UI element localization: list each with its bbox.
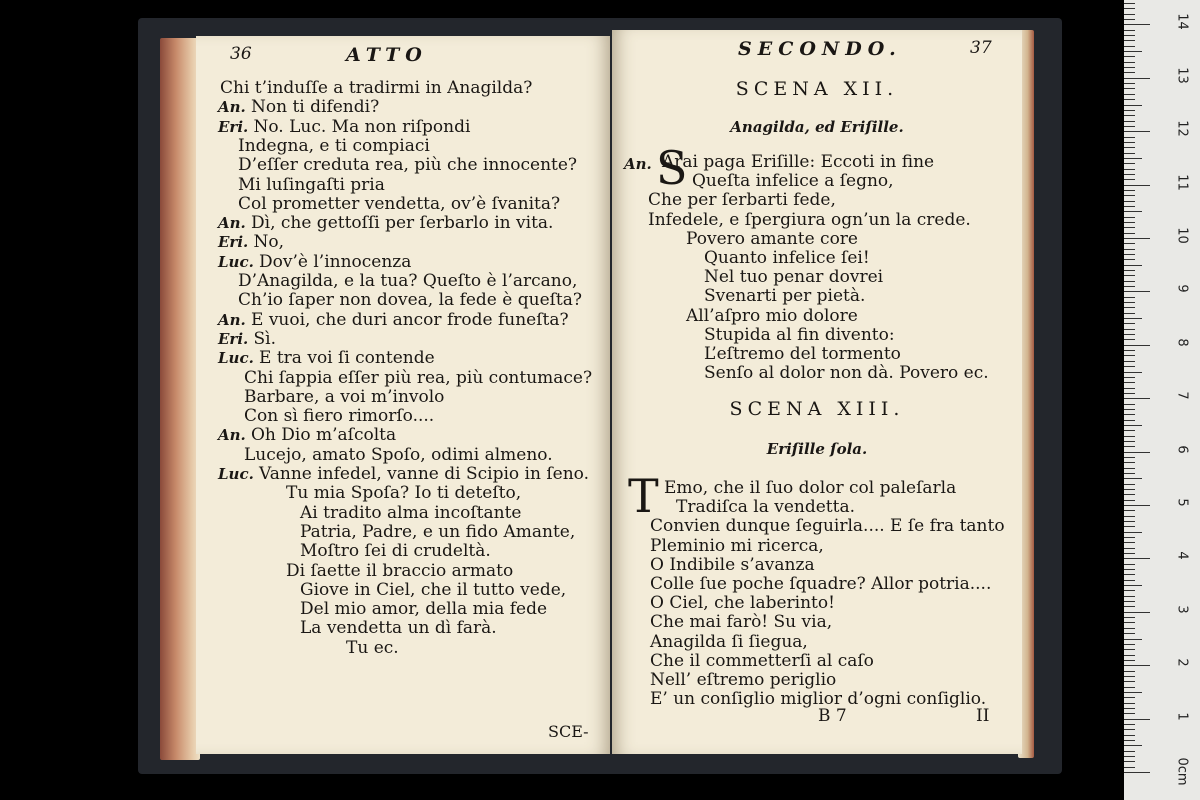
verse-text: Dov’è l’innocenza (259, 251, 412, 272)
ruler-tick (1124, 606, 1135, 607)
verse-text: No. Luc. Ma non riſpondi (253, 116, 471, 137)
text-line (346, 638, 399, 658)
verse-text: Giove in Ciel, che il tutto vede, (300, 579, 567, 600)
scene-12-title: SCENA XII. (735, 78, 899, 100)
text-line: L’eſtremo del tormento (704, 344, 901, 364)
text-line: Emo, che il ſuo dolor col paleſarla (664, 478, 957, 498)
ruler-tick (1124, 393, 1135, 394)
ruler-tick (1124, 382, 1135, 383)
text-line (218, 329, 276, 349)
ruler-tick (1124, 35, 1135, 36)
text-line: Nel tuo penar dovrei (704, 267, 884, 288)
ruler-tick (1124, 56, 1135, 57)
ruler-tick (1124, 703, 1135, 704)
drop-cap-s: S (656, 141, 688, 195)
ruler-tick (1124, 286, 1135, 287)
ruler-tick (1124, 612, 1150, 613)
ruler-tick (1124, 3, 1135, 4)
ruler-tick (1124, 665, 1150, 666)
ruler-tick (1124, 633, 1135, 634)
ruler-tick (1124, 751, 1135, 752)
text-line (300, 541, 491, 561)
ruler-tick (1124, 660, 1135, 661)
text-line: Tradiſca la vendetta. (676, 497, 856, 518)
text-line: Pleminio mi ricerca, (650, 535, 824, 556)
ruler-tick (1124, 681, 1135, 682)
ruler-tick (1124, 137, 1135, 138)
text-line (300, 580, 566, 600)
ruler-tick (1124, 558, 1150, 559)
ruler-tick (1124, 46, 1135, 47)
left-page (196, 36, 610, 754)
ruler-tick (1124, 478, 1142, 479)
text-line (244, 368, 592, 388)
text-line: Quanto infelice ſei! (704, 248, 870, 268)
verse-text: Con sì fiero rimorſo.... (244, 406, 435, 427)
ruler-tick (1124, 388, 1135, 389)
text-line: Nell’ eſtremo periglio (650, 670, 837, 690)
verse-text: Patria, Padre, e un fido Amante, (300, 521, 576, 542)
speaker-label: Eri. (218, 117, 254, 136)
ruler-tick (1124, 163, 1135, 164)
ruler-tick (1124, 676, 1135, 677)
ruler-label: 6 (1174, 444, 1190, 454)
ruler-tick (1124, 745, 1142, 746)
text-line: Svenarti per pietà. (704, 286, 866, 307)
ruler-tick (1124, 729, 1135, 730)
ruler-tick (1124, 366, 1135, 367)
ruler-label: 14 (1174, 13, 1190, 31)
text-line (286, 561, 513, 581)
page-number-right: 37 (970, 38, 992, 58)
text-line: Senſo al dolor non dà. Povero ec. (704, 363, 989, 384)
text-line (238, 175, 385, 195)
ruler-tick (1124, 318, 1142, 319)
ruler-tick (1124, 323, 1135, 324)
page-edges-left (160, 38, 200, 760)
text-line: E’ un conſiglio miglior d’ogni conſiglio. (650, 689, 987, 710)
verse-text: Indegna, e ti compiaci (238, 135, 430, 156)
ruler-label: 11 (1174, 173, 1190, 191)
text-line (244, 387, 444, 407)
ruler-tick (1124, 580, 1135, 581)
ruler-tick (1124, 211, 1142, 212)
text-line (218, 348, 435, 368)
ruler-tick (1124, 355, 1135, 356)
ruler-tick (1124, 174, 1135, 175)
ruler-tick (1124, 83, 1135, 84)
verse-text: Tu ec. (346, 637, 399, 658)
ruler-tick (1124, 30, 1135, 31)
speaker-label: An. (218, 426, 251, 445)
ruler-tick (1124, 441, 1135, 442)
verse-text: Barbare, a voi m’involo (244, 386, 445, 407)
ruler-tick (1124, 564, 1135, 565)
verse-text: Del mio amor, della mia fede (300, 599, 548, 620)
ruler-tick (1124, 398, 1150, 399)
ruler-tick (1124, 105, 1142, 106)
scene-13-characters: Eriſille ſola. (766, 440, 868, 458)
running-header-left: ATTO (346, 44, 428, 66)
speaker-label: Eri. (218, 329, 254, 348)
signature-mark: B 7 (818, 706, 847, 726)
ruler-tick (1124, 51, 1142, 52)
verse-text: Lucejo, amato Spoſo, odimi almeno. (244, 444, 553, 465)
verse-text: Dì, che gettoſſi per ſerbarlo in vita. (251, 213, 554, 234)
ruler-label: 10 (1174, 227, 1190, 244)
ruler-tick (1124, 687, 1135, 688)
ruler-tick (1124, 238, 1150, 239)
ruler-tick (1124, 233, 1135, 234)
text-line (218, 117, 470, 137)
ruler-tick (1124, 468, 1135, 469)
ruler-tick (1124, 446, 1135, 447)
verse-text: La vendetta un dì farà. (300, 618, 497, 639)
ruler-tick (1124, 404, 1135, 405)
verse-text: Chi ſappia eſſer più rea, più contumace? (244, 367, 593, 388)
ruler-tick (1124, 345, 1150, 346)
ruler-tick (1124, 217, 1135, 218)
ruler-tick (1124, 377, 1135, 378)
ruler-tick (1124, 222, 1135, 223)
ruler-tick (1124, 596, 1135, 597)
ruler-tick (1124, 649, 1135, 650)
ruler-tick (1124, 452, 1150, 453)
verse-text: D’Anagilda, e la tua? Queſto è l’arcano, (238, 271, 578, 291)
ruler-label: 9 (1174, 284, 1190, 294)
text-line (218, 97, 379, 117)
ruler-tick (1124, 142, 1135, 143)
text-line: Che il commetterſi al caſo (650, 650, 874, 671)
ruler-tick (1124, 339, 1135, 340)
verse-text: E vuoi, che duri ancor frode funeſta? (251, 309, 569, 330)
ruler-tick (1124, 569, 1135, 570)
ruler-tick (1124, 767, 1135, 768)
ruler-tick (1124, 153, 1135, 154)
ruler-tick (1124, 270, 1135, 271)
ruler-tick (1124, 291, 1150, 292)
ruler-label: 2 (1174, 658, 1190, 667)
ruler-tick (1124, 425, 1142, 426)
ruler-tick (1124, 281, 1135, 282)
ruler-tick (1124, 622, 1135, 623)
ruler-tick (1124, 265, 1142, 266)
text-line (218, 252, 411, 272)
text-line (244, 406, 434, 426)
text-line (238, 194, 560, 214)
verse-text: Col prometter vendetta, ov’è ſvanita? (238, 193, 561, 214)
text-line (244, 445, 553, 465)
ruler-tick (1124, 302, 1135, 303)
ruler-label: 1 (1174, 711, 1190, 721)
ruler-tick (1124, 313, 1135, 314)
ruler-tick (1124, 430, 1135, 431)
text-line: Convien dunque ſeguirla.... E ſe fra tanto (650, 516, 1005, 537)
ruler-tick (1124, 553, 1135, 554)
ruler-tick (1124, 40, 1135, 41)
scene-13-title: SCENA XIII. (729, 398, 905, 420)
ruler-tick (1124, 671, 1135, 672)
verse-text: E tra voi ſi contende (259, 348, 435, 369)
ruler-tick (1124, 505, 1150, 506)
ruler-tick (1124, 249, 1135, 250)
ruler-tick (1124, 88, 1135, 89)
text-line (218, 464, 589, 484)
text-line (238, 271, 577, 291)
ruler-tick (1124, 542, 1135, 543)
speaker-label: An. (218, 98, 251, 117)
ruler-tick (1124, 334, 1135, 335)
ruler-tick (1124, 692, 1142, 693)
page-number-left: 36 (230, 44, 252, 64)
ruler-tick (1124, 639, 1142, 640)
verse-text: Ch’io ſaper non dovea, la fede è queſta? (238, 290, 583, 311)
verse-text: Tu mia Spoſa? Io ti deteſto, (286, 483, 522, 504)
text-line (218, 310, 569, 330)
text-line (300, 503, 521, 523)
verse-text: Oh Dio m’aſcolta (251, 425, 397, 446)
ruler-tick (1124, 361, 1135, 362)
ruler-tick (1124, 409, 1135, 410)
ruler-tick (1124, 516, 1135, 517)
ruler-tick (1124, 457, 1135, 458)
ruler-tick (1124, 195, 1135, 196)
verse-text: Chi t’induſſe a tradirmi in Anagilda? (220, 78, 533, 98)
ruler-tick (1124, 590, 1135, 591)
ruler-label: 4 (1174, 551, 1190, 561)
ruler-tick (1124, 206, 1135, 207)
ruler-tick (1124, 548, 1135, 549)
ruler-tick (1124, 644, 1135, 645)
ruler-tick (1124, 601, 1135, 602)
ruler-tick (1124, 617, 1135, 618)
text-line: Infedele, e ſpergiura ogn’un la crede. (648, 209, 971, 230)
text-line: Queſta infelice a ſegno, (692, 171, 894, 192)
text-line: Arai paga Eriſille: Eccoti in fine (662, 152, 935, 172)
verse-text: Di ſaette il braccio armato (286, 560, 514, 581)
ruler-tick (1124, 254, 1135, 255)
ruler-tick (1124, 585, 1142, 586)
speaker-label: An. (218, 214, 251, 233)
ruler-tick (1124, 350, 1135, 351)
speaker-label: Luc. (218, 252, 260, 271)
ruler-tick (1124, 19, 1135, 20)
ruler-label: 13 (1174, 67, 1190, 84)
ruler-tick (1124, 462, 1135, 463)
speaker-label: Eri. (218, 233, 254, 252)
ruler-tick (1124, 697, 1135, 698)
ruler-tick (1124, 201, 1135, 202)
text-line: O Ciel, che laberinto! (650, 593, 835, 614)
text-line: All’aſpro mio dolore (686, 305, 858, 326)
ruler-tick (1124, 24, 1150, 25)
verse-text: D’eſſer creduta rea, più che innocente? (238, 155, 578, 176)
ruler-tick (1124, 14, 1135, 15)
text-line (220, 78, 532, 98)
running-header-right: SECONDO. (738, 38, 902, 60)
ruler-tick (1124, 494, 1135, 495)
verse-text: No, (253, 232, 284, 253)
ruler-tick (1124, 67, 1135, 68)
ruler-tick (1124, 190, 1135, 191)
verse-text: Non ti difendi? (251, 97, 380, 118)
ruler-tick (1124, 329, 1135, 330)
ruler-tick (1124, 169, 1135, 170)
ruler-tick (1124, 708, 1135, 709)
ruler-tick (1124, 537, 1135, 538)
speaker-label: Luc. (218, 349, 260, 368)
ruler-tick (1124, 521, 1135, 522)
ruler-label: 7 (1174, 391, 1190, 400)
text-line (218, 425, 396, 445)
text-line: Che per ſerbarti fede, (648, 190, 836, 211)
ruler-label: 0cm (1174, 757, 1190, 786)
ruler-tick (1124, 147, 1135, 148)
ruler-tick (1124, 420, 1135, 421)
ruler-tick (1124, 307, 1135, 308)
ruler-label: 5 (1174, 498, 1190, 507)
ruler-tick (1124, 724, 1135, 725)
scene-12-characters: Anagilda, ed Eriſille. (730, 118, 904, 136)
text-line (238, 155, 577, 175)
ruler-tick (1124, 78, 1150, 79)
text-line: Povero amante core (686, 228, 858, 249)
text-line (300, 522, 575, 542)
text-line (286, 483, 521, 503)
ruler-tick (1124, 259, 1135, 260)
ruler-label: 8 (1174, 338, 1190, 347)
ruler-tick (1124, 719, 1150, 720)
ruler-tick (1124, 756, 1135, 757)
text-line (300, 599, 547, 619)
ruler-tick (1124, 8, 1135, 9)
ruler-tick (1124, 110, 1135, 111)
ruler-tick (1124, 436, 1135, 437)
ruler-tick (1124, 628, 1135, 629)
ruler-tick (1124, 740, 1135, 741)
text-line: Che mai farò! Su via, (650, 612, 833, 633)
ruler-tick (1124, 484, 1135, 485)
ruler-tick (1124, 735, 1135, 736)
ruler-tick (1124, 473, 1135, 474)
ruler-label: 12 (1174, 120, 1190, 137)
ruler-tick (1124, 713, 1135, 714)
signature-mark-2: II (976, 706, 990, 726)
text-line (238, 290, 582, 310)
ruler-tick (1124, 761, 1135, 762)
ruler-tick (1124, 772, 1150, 773)
ruler-tick (1124, 94, 1135, 95)
text-line (218, 232, 284, 252)
text-line: Anagilda ſi ſiegua, (650, 631, 808, 652)
text-line: Stupida al fin divento: (704, 324, 895, 345)
verse-text: Ai tradito alma incoſtante (300, 502, 522, 523)
verse-text: Moſtro ſei di crudeltà. (300, 541, 491, 562)
text-line (238, 136, 430, 156)
ruler-tick (1124, 126, 1135, 127)
ruler-tick (1124, 158, 1142, 159)
speaker-label: An. (624, 155, 652, 173)
ruler-tick (1124, 414, 1135, 415)
ruler-tick (1124, 243, 1135, 244)
ruler-tick (1124, 62, 1135, 63)
ruler-tick (1124, 489, 1135, 490)
ruler-tick (1124, 510, 1135, 511)
ruler-tick (1124, 72, 1135, 73)
ruler-tick (1124, 227, 1135, 228)
catchword: SCE- (548, 722, 589, 741)
ruler-tick (1124, 185, 1150, 186)
ruler-tick (1124, 297, 1135, 298)
speaker-label: Luc. (218, 465, 260, 483)
text-line: O Indibile s’avanza (650, 554, 815, 575)
drop-cap-t: T (628, 469, 659, 523)
ruler-tick (1124, 99, 1135, 100)
text-line (218, 213, 553, 233)
speaker-label: An. (218, 310, 251, 329)
ruler-tick (1124, 655, 1135, 656)
measurement-ruler (1124, 0, 1200, 800)
ruler-label: 3 (1174, 605, 1190, 614)
ruler-tick (1124, 275, 1135, 276)
ruler-tick (1124, 179, 1135, 180)
right-page (612, 30, 1022, 754)
ruler-tick (1124, 532, 1142, 533)
ruler-tick (1124, 121, 1135, 122)
ruler-tick (1124, 131, 1150, 132)
ruler-tick (1124, 372, 1142, 373)
text-line (300, 618, 497, 638)
verse-text: Mi luſingaſti pria (238, 174, 385, 195)
text-line: Colle ſue poche ſquadre? Allor potria.... (650, 574, 992, 594)
ruler-tick (1124, 574, 1135, 575)
ruler-tick (1124, 115, 1135, 116)
verse-text: Vanne infedel, vanne di Scipio in ſeno. (259, 464, 589, 484)
verse-text: Sì. (253, 328, 276, 349)
ruler-tick (1124, 526, 1135, 527)
ruler-tick (1124, 500, 1135, 501)
